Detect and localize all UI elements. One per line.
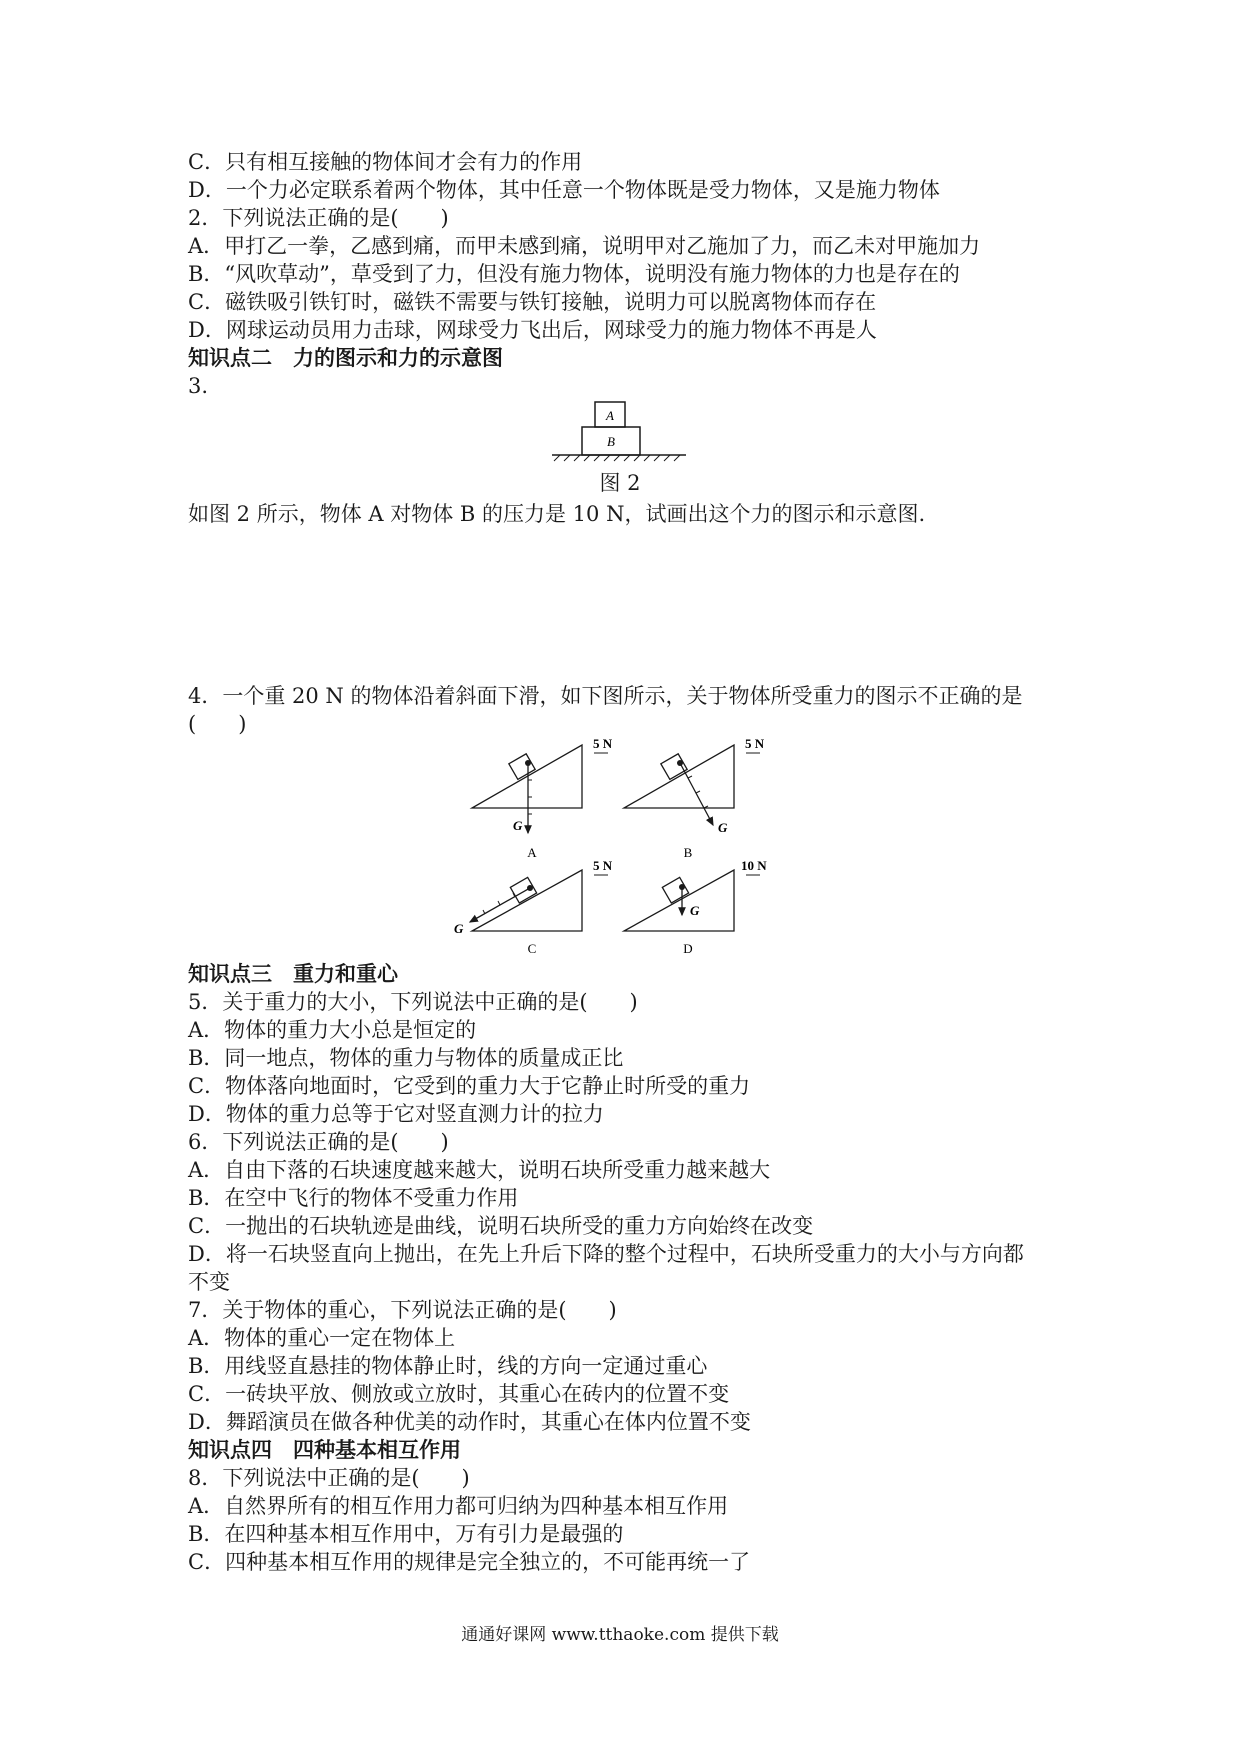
text-line: C．只有相互接触的物体间才会有力的作用 xyxy=(188,150,583,174)
panel-b xyxy=(624,736,765,860)
option-line: B．“风吹草动”，草受到了力，但没有施力物体，说明没有施力物体的力也是存在的 xyxy=(188,262,960,286)
question-7-stem: 7．关于物体的重心，下列说法正确的是( ) xyxy=(188,1298,617,1322)
option-line: C．一砖块平放、侧放或立放时，其重心在砖内的位置不变 xyxy=(188,1382,730,1406)
panel-b-force-label: G xyxy=(718,820,728,835)
page-footer: 通通好课网 www.tthaoke.com 提供下载 xyxy=(461,1625,779,1645)
question-6-stem: 6．下列说法正确的是( ) xyxy=(188,1130,449,1154)
option-line: B．在四种基本相互作用中，万有引力是最强的 xyxy=(188,1522,624,1546)
section-heading-4: 知识点四 四种基本相互作用 xyxy=(188,1437,461,1462)
panel-a xyxy=(472,736,613,860)
label-a: A xyxy=(606,408,614,423)
option-line: B．在空中飞行的物体不受重力作用 xyxy=(188,1186,519,1210)
option-line: A．物体的重心一定在物体上 xyxy=(188,1326,456,1350)
option-line: D．网球运动员用力击球，网球受力飞出后，网球受力的施力物体不再是人 xyxy=(188,318,877,342)
option-line: B．同一地点，物体的重力与物体的质量成正比 xyxy=(188,1046,624,1070)
panel-c xyxy=(454,858,613,956)
question-5-stem: 5．关于重力的大小，下列说法中正确的是( ) xyxy=(188,990,638,1014)
option-line: C．四种基本相互作用的规律是完全独立的，不可能再统一了 xyxy=(188,1550,751,1574)
question-2-stem: 2．下列说法正确的是( ) xyxy=(188,206,449,230)
option-line: D．将一石块竖直向上抛出，在先上升后下降的整个过程中，石块所受重力的大小与方向都 xyxy=(188,1242,1024,1266)
figure-2-blocks xyxy=(540,395,700,465)
panel-c-scale: 5 N xyxy=(593,858,613,873)
question-3-number: 3. xyxy=(188,374,209,398)
panel-a-scale: 5 N xyxy=(593,736,613,751)
section-heading-2: 知识点二 力的图示和力的示意图 xyxy=(188,345,503,370)
option-line: C．一抛出的石块轨迹是曲线，说明石块所受的重力方向始终在改变 xyxy=(188,1214,814,1238)
panel-d-force-label: G xyxy=(690,903,700,918)
option-line-continuation: 不变 xyxy=(188,1270,230,1294)
option-line: A．自由下落的石块速度越来越大，说明石块所受重力越来越大 xyxy=(188,1158,771,1182)
option-line: C．物体落向地面时，它受到的重力大于它静止时所受的重力 xyxy=(188,1074,751,1098)
question-3-text: 如图 2 所示，物体 A 对物体 B 的压力是 10 N，试画出这个力的图示和示意图. xyxy=(188,502,926,526)
question-4-bracket: ( ) xyxy=(188,712,247,736)
option-line: D．物体的重力总等于它对竖直测力计的拉力 xyxy=(188,1102,604,1126)
panel-d xyxy=(624,858,767,956)
figure-4-inclines xyxy=(454,735,830,960)
panel-b-scale: 5 N xyxy=(745,736,765,751)
figure-2-caption: 图 2 xyxy=(599,471,641,495)
panel-b-option: B xyxy=(683,845,693,860)
panel-c-force-label: G xyxy=(454,921,464,936)
label-b: B xyxy=(607,434,615,449)
section-heading-3: 知识点三 重力和重心 xyxy=(188,961,398,986)
question-4-stem: 4．一个重 20 N 的物体沿着斜面下滑，如下图所示，关于物体所受重力的图示不正确的是 xyxy=(188,684,1023,708)
option-line: C．磁铁吸引铁钉时，磁铁不需要与铁钉接触，说明力可以脱离物体而存在 xyxy=(188,290,877,314)
panel-a-force-label: G xyxy=(513,818,523,833)
text-line: D．一个力必定联系着两个物体，其中任意一个物体既是受力物体，又是施力物体 xyxy=(188,178,940,202)
panel-c-option: C xyxy=(527,941,537,956)
panel-d-option: D xyxy=(683,941,693,956)
option-line: A．自然界所有的相互作用力都可归纳为四种基本相互作用 xyxy=(188,1494,729,1518)
option-line: A．甲打乙一拳，乙感到痛，而甲未感到痛，说明甲对乙施加了力，而乙未对甲施加力 xyxy=(188,234,981,258)
option-line: D．舞蹈演员在做各种优美的动作时，其重心在体内位置不变 xyxy=(188,1410,751,1434)
panel-a-option: A xyxy=(527,845,537,860)
ground-hatch xyxy=(554,455,680,461)
panel-d-scale: 10 N xyxy=(741,858,767,873)
question-8-stem: 8．下列说法中正确的是( ) xyxy=(188,1466,470,1490)
option-line: B．用线竖直悬挂的物体静止时，线的方向一定通过重心 xyxy=(188,1354,708,1378)
option-line: A．物体的重力大小总是恒定的 xyxy=(188,1018,477,1042)
